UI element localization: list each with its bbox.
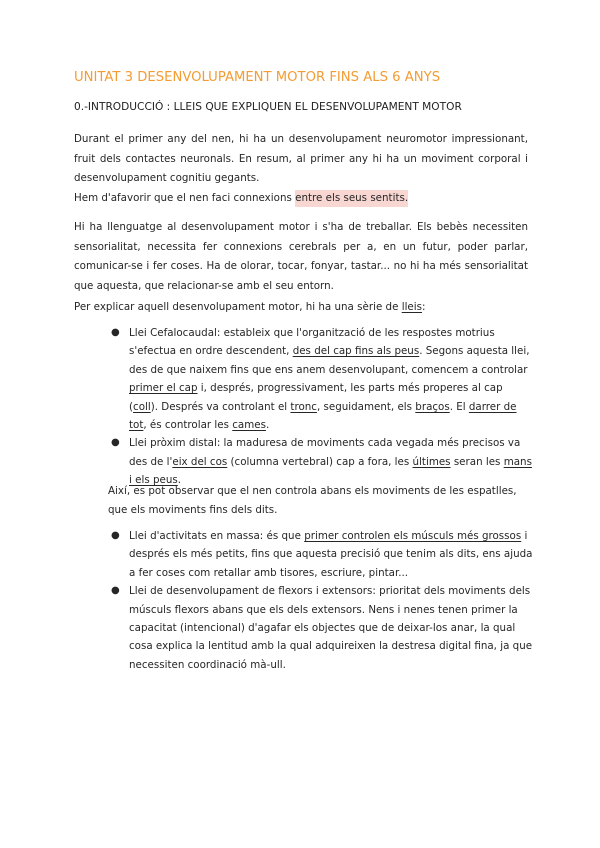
proximo-text-4: . — [177, 474, 182, 487]
list-item-activitats-massa — [74, 527, 534, 582]
bullet-icon: ● — [111, 327, 120, 338]
massa-text-1: Llei d'activitats en massa: és que — [129, 530, 305, 542]
paragraph-laws-intro — [74, 298, 528, 318]
paragraph-language: Hi ha llenguatge al desenvolupament motor i s'ha de treballar. Els bebès necessiten sensorialitat, necessita fer connexions cerebrals per a, en un futur, poder parlar, comunicar-se i fer coses. Ha de olorar, tocar, fonyar, tastar... no hi ha més sensorialitat que aquesta, que relacionar-se amb el seu entorn. — [74, 221, 528, 292]
proximo-text-3: seran les — [450, 455, 504, 468]
proximo-text-1: Llei pròxim distal: la maduresa de moviments cada vegada més precisos va des de l' — [129, 437, 521, 468]
cefalo-text-5: , seguidament, els — [316, 400, 416, 413]
laws-list-2 — [74, 527, 534, 674]
proximo-underline-1: eix del cos — [172, 455, 228, 468]
proximo-underline-3: mans i els peus — [129, 455, 532, 487]
bullet-icon: ● — [111, 530, 120, 541]
proximo-underline-2: últimes — [412, 455, 451, 468]
highlighted-senses: entre els seus sentits. — [295, 190, 408, 207]
cefalo-underline-1: des del cap fins als peus — [292, 345, 420, 358]
paragraph-senses — [74, 189, 528, 209]
bullet-icon: ● — [111, 437, 120, 449]
cefalo-underline-2: primer el cap — [129, 382, 198, 395]
cefalo-underline-6: darrer de tot — [129, 400, 517, 432]
laws-intro-text: Per explicar aquell desenvolupament motor, hi ha una sèrie de — [74, 301, 402, 313]
cefalo-text-7: , és controlar les — [143, 419, 233, 432]
unit-title: UNITAT 3 DESENVOLUPAMENT MOTOR FINS ALS 6 ANYS — [74, 70, 441, 85]
bullet-icon: ● — [111, 585, 120, 597]
cefalo-underline-3: coll — [133, 400, 151, 413]
massa-underline-1: primer controlen els músculs més grossos — [304, 530, 522, 542]
cefalo-text-3: i, després, progressivament, les parts més properes al cap ( — [129, 382, 503, 413]
cefalo-underline-5: braços — [415, 400, 450, 413]
list-item-flexors-extensors — [74, 582, 534, 674]
section-subtitle: 0.-INTRODUCCIÓ : LLEIS QUE EXPLIQUEN EL DESENVOLUPAMENT MOTOR — [74, 101, 462, 113]
cefalo-text-2: . Segons aquesta llei, des de que naixem fins que ens anem desenvolupant, comencem a controlar — [129, 345, 530, 376]
cefalo-text-8: . — [265, 419, 270, 432]
cefalo-underline-4: tronc — [290, 400, 317, 413]
laws-colon: : — [422, 301, 426, 313]
list-item-cefalocaudal — [74, 324, 534, 434]
paragraph-intro: Durant el primer any del nen, hi ha un desenvolupament neuromotor impressionant, fruit dels contactes neuronals. En resum, al primer any hi ha un moviment corporal i desenvolupament cognitiu gegants. — [74, 133, 528, 184]
paragraph-shoulders: Així, es pot observar que el nen controla abans els moviments de les espatlles, que els moviments fins dels dits. — [108, 485, 517, 516]
cefalo-text-4: ). Després va controlant el — [150, 400, 291, 413]
cefalo-text-6: . El — [449, 400, 469, 413]
massa-text-2: i després els més petits, fins que aquesta precisió que tenim als dits, ens ajuda a fer coses com retallar amb tisores, escriure, pintar... — [129, 530, 533, 579]
senses-text: Hem d'afavorir que el nen faci connexions — [74, 192, 296, 204]
flexors-text: Llei de desenvolupament de flexors i extensors: prioritat dels moviments dels músculs flexors abans que els dels extensors. Nens i nenes tenen primer la capacitat (intencional) d'agafar els objectes que de deixar-los anar, la qual cosa explica la lentitud amb la qual adquireixen la destresa digital fina, ja que necessiten coordinació mà-ull. — [129, 585, 533, 671]
cefalo-underline-7: cames — [232, 419, 266, 432]
proximo-text-2: (columna vertebral) cap a fora, les — [227, 455, 413, 468]
cefalo-text-1: Llei Cefalocaudal: estableix que l'organització de les respostes motrius s'efectua en ordre descendent, — [129, 327, 495, 358]
laws-underlined: lleis — [401, 301, 422, 313]
laws-list-1 — [74, 324, 534, 490]
